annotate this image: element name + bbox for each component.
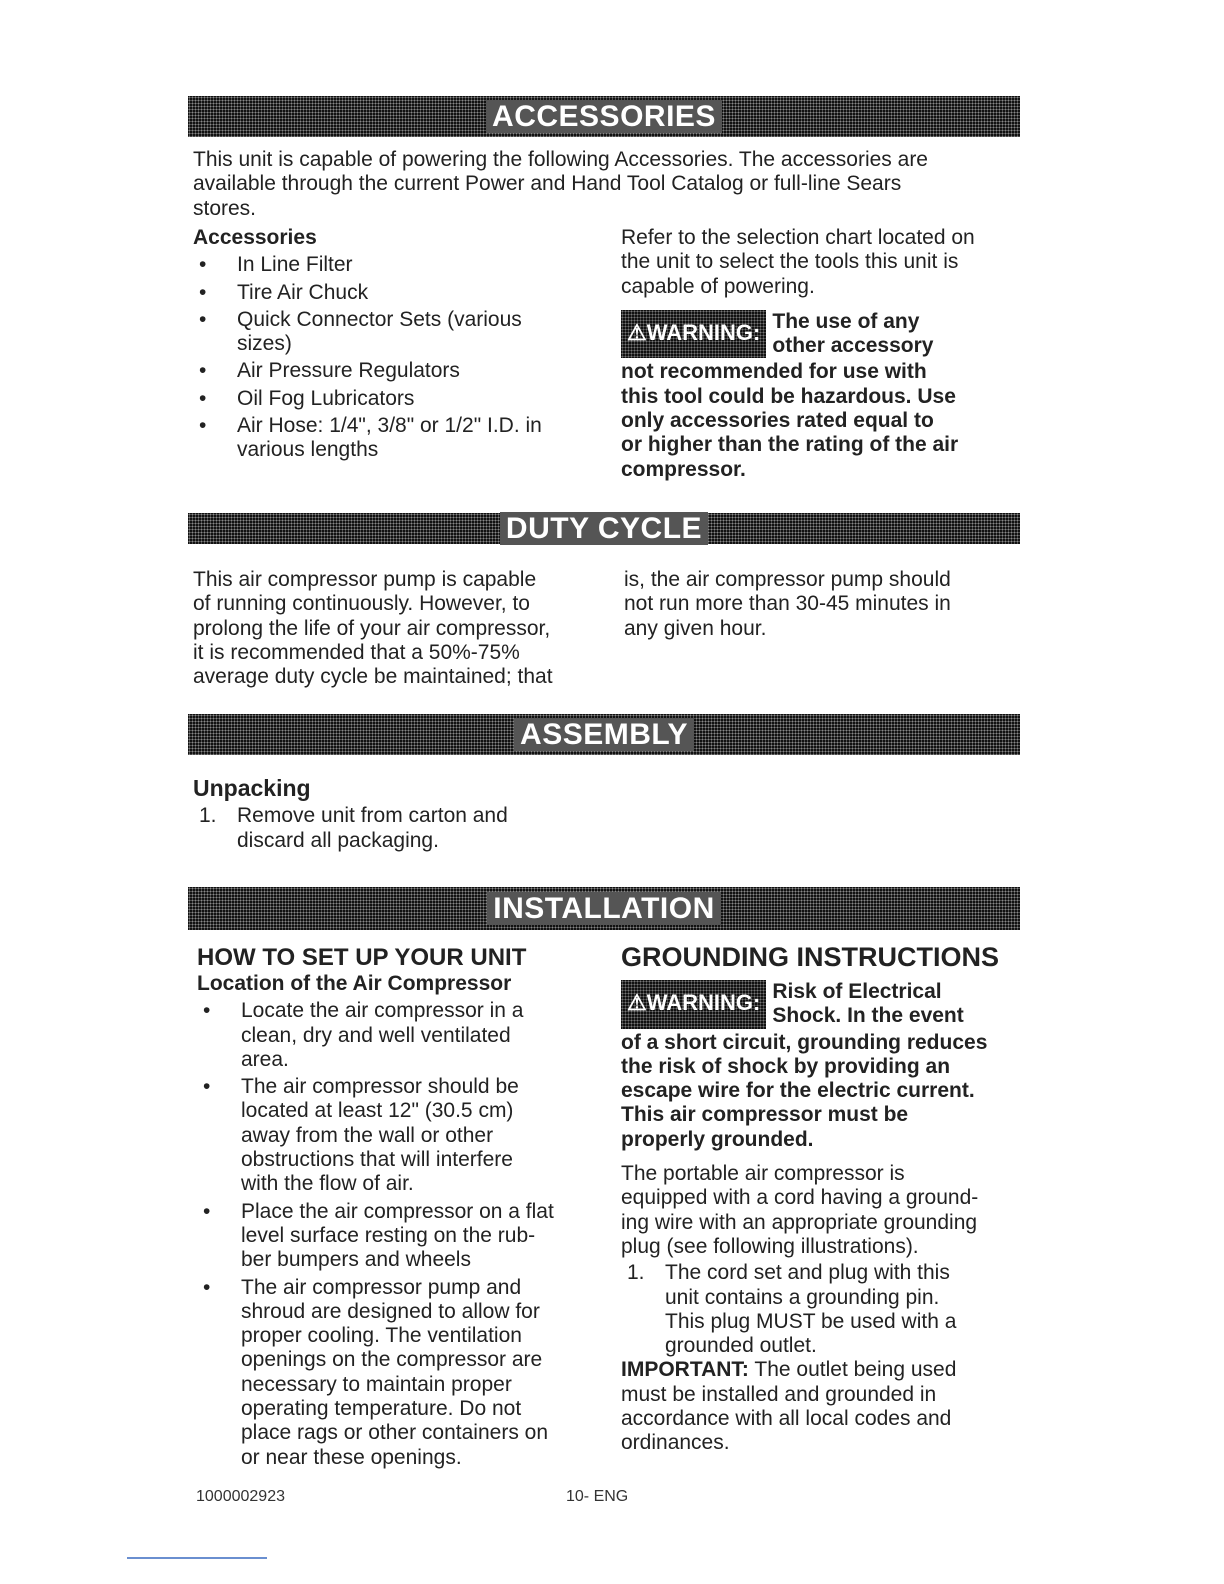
text-line: This air compressor must be	[621, 1103, 909, 1127]
bullet-icon: •	[199, 386, 207, 410]
text-line: average duty cycle be maintained; that	[193, 665, 553, 689]
warning-body	[621, 360, 1021, 481]
text-line: the unit to select the tools this unit is	[621, 250, 959, 274]
text-line: The air compressor pump and	[241, 1275, 522, 1299]
text-line: any given hour.	[624, 616, 767, 640]
text-line: In Line Filter	[237, 253, 353, 277]
text-line: discard all packaging.	[237, 828, 439, 852]
text-line: Tire Air Chuck	[237, 280, 369, 304]
text-line: openings on the compressor are	[241, 1348, 543, 1372]
accessories-right	[621, 226, 1021, 482]
setup-column	[197, 944, 597, 1470]
list-item	[193, 281, 593, 305]
text-line: The cord set and plug with this	[665, 1261, 950, 1285]
text-line: compressor.	[621, 457, 746, 481]
text-line: Risk of Electrical	[772, 980, 942, 1003]
text-line: or near these openings.	[241, 1445, 462, 1469]
text-line: The portable air compressor is	[621, 1162, 905, 1186]
text-line: it is recommended that a 50%-75%	[193, 640, 520, 664]
text-line: shroud are designed to allow for	[241, 1299, 540, 1323]
text-line: this tool could be hazardous. Use	[621, 384, 956, 408]
refer-text	[621, 226, 1021, 299]
list-item	[197, 1276, 597, 1470]
step-number: 1.	[627, 1261, 645, 1285]
bullet-icon: •	[203, 999, 211, 1023]
text-line: Oil Fog Lubricators	[237, 386, 415, 410]
text-line: The air compressor should be	[241, 1075, 519, 1099]
important-first-line: The outlet being used	[748, 1358, 957, 1382]
text-line: operating temperature. Do not	[241, 1397, 522, 1421]
setup-heading: HOW TO SET UP YOUR UNIT	[197, 944, 527, 971]
text-line: Air Hose: 1/4", 3/8" or 1/2" I.D. in	[237, 414, 542, 438]
text-line: prolong the life of your air compressor,	[193, 616, 551, 640]
text-line: This air compressor pump is capable	[193, 568, 537, 591]
bullet-icon: •	[199, 414, 207, 438]
list-item	[197, 999, 597, 1072]
text-line: Shock. In the event	[772, 1004, 964, 1028]
text-line: stores.	[193, 196, 257, 220]
text-line: not run more than 30-45 minutes in	[624, 592, 951, 616]
text-line: located at least 12" (30.5 cm)	[241, 1099, 514, 1123]
unpacking	[193, 776, 508, 853]
bullet-icon: •	[199, 253, 207, 277]
warning-head	[772, 310, 933, 359]
unpacking-heading: Unpacking	[193, 775, 311, 801]
text-line: of a short circuit, grounding reduces	[621, 1030, 988, 1054]
section-header-duty-cycle	[188, 513, 1020, 544]
warning-body	[621, 1031, 1021, 1152]
section-title: DUTY CYCLE	[500, 512, 708, 545]
text-line: only accessories rated equal to	[621, 409, 934, 433]
accessories-intro	[193, 148, 928, 221]
text-line: of running continuously. However, to	[193, 592, 530, 616]
bullet-icon: •	[199, 359, 207, 383]
bullet-icon: •	[203, 1275, 211, 1299]
text-line: is, the air compressor pump should	[624, 568, 951, 591]
section-header-assembly	[188, 714, 1020, 755]
text-line: Quick Connector Sets (various	[237, 307, 522, 331]
text-line: capable of powering.	[621, 274, 815, 298]
accessories-items	[193, 253, 593, 462]
accessories-heading: Accessories	[193, 226, 317, 249]
text-line: the risk of shock by providing an	[621, 1054, 951, 1078]
location-subheading: Location of the Air Compressor	[197, 972, 512, 995]
text-line: Locate the air compressor in a	[241, 999, 524, 1023]
text-line: sizes)	[237, 332, 292, 356]
list-item	[193, 387, 593, 411]
duty-left	[193, 568, 553, 689]
grounding-para	[621, 1162, 1021, 1259]
section-header-installation	[188, 887, 1020, 930]
bullet-icon: •	[199, 280, 207, 304]
bullet-icon: •	[199, 307, 207, 331]
text-line: clean, dry and well ventilated	[241, 1023, 511, 1047]
section-title: INSTALLATION	[487, 892, 721, 925]
important-label: IMPORTANT:	[621, 1358, 749, 1382]
text-line: ber bumpers and wheels	[241, 1248, 471, 1272]
text-line: level surface resting on the rub-	[241, 1223, 536, 1247]
important-line: must be installed and grounded in	[621, 1382, 937, 1406]
warning-badge: ⚠WARNING:	[621, 310, 766, 359]
warning-block	[621, 310, 1021, 359]
grounding-column	[621, 940, 1021, 1456]
text-line: area.	[241, 1047, 289, 1071]
important-line: ordinances.	[621, 1431, 730, 1455]
text-line: Place the air compressor on a flat	[241, 1199, 554, 1223]
section-header-accessories	[188, 96, 1020, 137]
text-line: other accessory	[772, 334, 934, 358]
warning-head	[772, 980, 963, 1029]
unpacking-step	[193, 804, 508, 853]
text-line: grounded outlet.	[665, 1334, 817, 1358]
step-number: 1.	[199, 804, 217, 828]
text-line: available through the current Power and Hand Tool Catalog or full-line Sears	[193, 172, 902, 196]
grounding-step	[621, 1261, 1021, 1358]
text-line: equipped with a cord having a ground-	[621, 1186, 979, 1210]
list-item	[197, 1075, 597, 1196]
step-text	[237, 804, 508, 853]
text-line: not recommended for use with	[621, 360, 927, 384]
text-line: various lengths	[237, 438, 379, 462]
duty-right	[624, 568, 951, 641]
document-number: 1000002923	[196, 1488, 285, 1505]
text-line: or higher than the rating of the air	[621, 433, 959, 457]
list-item	[193, 414, 593, 463]
page-number: 10- ENG	[566, 1488, 629, 1505]
step-text	[665, 1261, 1021, 1358]
text-line: away from the wall or other	[241, 1123, 494, 1147]
text-line: proper cooling. The ventilation	[241, 1324, 522, 1348]
list-item	[193, 359, 593, 383]
divider-line	[127, 1557, 267, 1559]
text-line: Refer to the selection chart located on	[621, 226, 975, 249]
text-line: This plug MUST be used with a	[665, 1309, 957, 1333]
warning-badge: ⚠WARNING:	[621, 980, 766, 1029]
grounding-heading: GROUNDING INSTRUCTIONS	[621, 942, 999, 972]
section-title: ACCESSORIES	[486, 100, 722, 133]
bullet-icon: •	[203, 1199, 211, 1223]
warning-block	[621, 980, 1021, 1029]
bullet-icon: •	[203, 1075, 211, 1099]
important-note	[621, 1358, 1021, 1455]
list-item	[193, 308, 593, 357]
text-line: with the flow of air.	[241, 1172, 414, 1196]
text-line: escape wire for the electric current.	[621, 1079, 975, 1103]
section-title: ASSEMBLY	[514, 718, 694, 751]
list-item	[197, 1200, 597, 1273]
text-line: Remove unit from carton and	[237, 804, 508, 828]
text-line: The use of any	[772, 309, 920, 333]
accessories-list	[193, 226, 593, 463]
text-line: properly grounded.	[621, 1127, 814, 1151]
text-line: obstructions that will interfere	[241, 1148, 513, 1172]
important-line: accordance with all local codes and	[621, 1407, 952, 1431]
text-line: ing wire with an appropriate grounding	[621, 1210, 978, 1234]
location-items	[197, 999, 597, 1470]
list-item	[193, 253, 593, 277]
text-line: unit contains a grounding pin.	[665, 1285, 940, 1309]
text-line: place rags or other containers on	[241, 1421, 549, 1445]
text-line: This unit is capable of powering the following Accessories. The accessories are	[193, 148, 928, 171]
text-line: plug (see following illustrations).	[621, 1234, 919, 1258]
text-line: necessary to maintain proper	[241, 1372, 512, 1396]
text-line: Air Pressure Regulators	[237, 359, 460, 383]
